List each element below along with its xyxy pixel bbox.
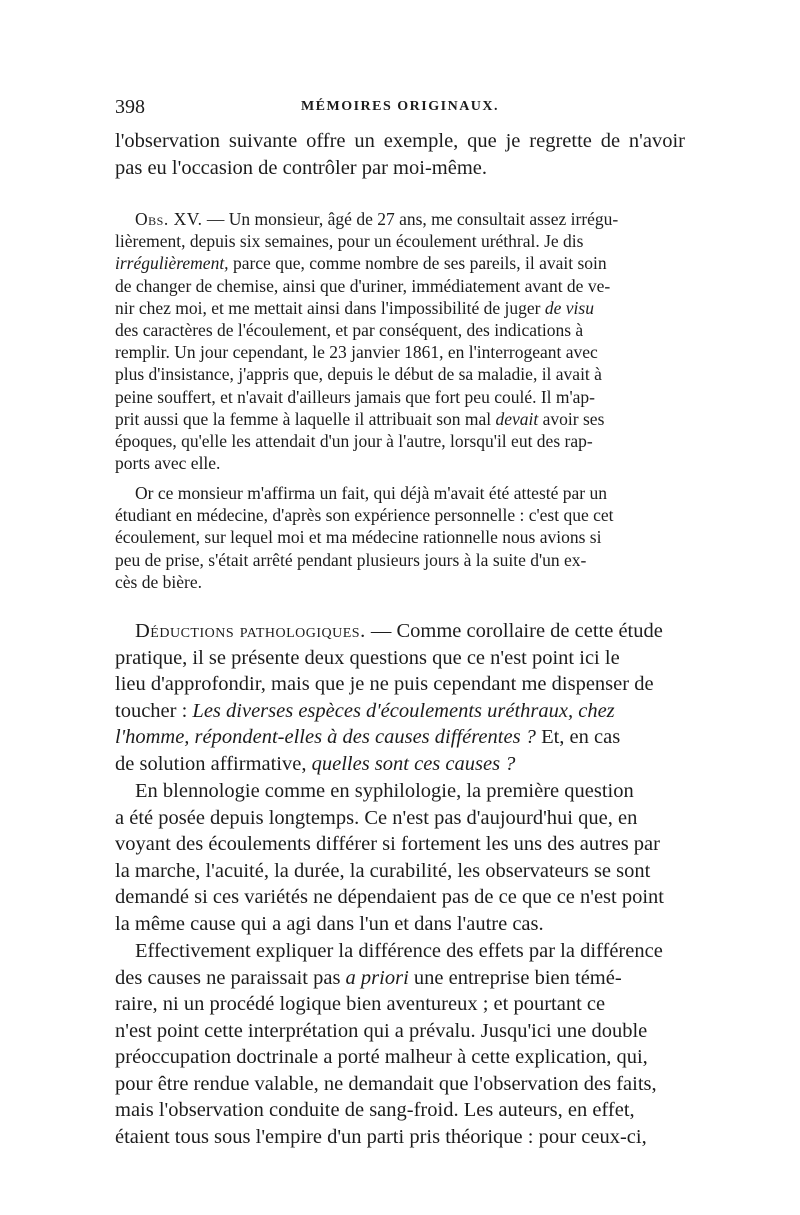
text-line: a été posée depuis longtemps. Ce n'est pas d'aujourd'hui que, en	[115, 806, 638, 829]
text-line: n'est point cette interprétation qui a prévalu. Jusqu'ici une double	[115, 1019, 648, 1042]
text-line: lièrement, depuis six semaines, pour un écoulement uréthral. Je dis	[115, 231, 584, 252]
text-line: En blennologie comme en syphilologie, la première question	[135, 780, 634, 802]
text-line: toucher : Les diverses espèces d'écoulements uréthraux, chez	[115, 699, 615, 722]
text-line: peine souffert, et n'avait d'ailleurs jamais que fort peu coulé. Il m'ap-	[115, 386, 596, 407]
text-line: demandé si ces variétés ne dépendaient pas de ce que ce n'est point	[115, 886, 664, 908]
text-line: raire, ni un procédé logique bien aventureux ; et pourtant ce	[115, 993, 606, 1015]
page-header	[115, 96, 685, 122]
text-line: mais l'observation conduite de sang-froid. Les auteurs, en effet,	[115, 1099, 635, 1121]
section-heading: Déductions pathologiques.	[135, 620, 366, 642]
text-line: nir chez moi, et me mettait ainsi dans l'impossibilité de juger de visu	[115, 297, 594, 318]
text-line: Déductions pathologiques. — Comme corollaire de cette étude	[135, 620, 663, 642]
observation-xv	[115, 208, 685, 474]
text-line: remplir. Un jour cependant, le 23 janvier 1861, en l'interrogeant avec	[115, 342, 598, 363]
text-line: pour être rendue valable, ne demandait que l'observation des faits,	[115, 1072, 657, 1095]
observation-xv-continued	[115, 482, 685, 593]
text-line: étudiant en médecine, d'après son expérience personnelle : c'est que cet	[115, 505, 614, 526]
text-line: de changer de chemise, ainsi que d'uriner, immédiatement avant de ve-	[115, 275, 611, 296]
text-line: pratique, il se présente deux questions que ce n'est point ici le	[115, 646, 620, 669]
text-line: des causes ne paraissait pas a priori une entreprise bien témé-	[115, 966, 622, 989]
deductions-paragraph	[115, 618, 685, 777]
text-line: ports avec elle.	[115, 453, 221, 474]
text-line: la marche, l'acuité, la durée, la curabilité, les observateurs se sont	[115, 859, 651, 882]
text-line: écoulement, sur lequel moi et ma médecine rationnelle nous avions si	[115, 527, 602, 548]
text-line: irrégulièrement, parce que, comme nombre de ses pareils, il avait soin	[115, 253, 607, 274]
paragraph-continuation	[115, 128, 685, 181]
effectivement-paragraph	[115, 938, 685, 1150]
text-line: pas eu l'occasion de contrôler par moi-même.	[115, 156, 487, 179]
running-head: MÉMOIRES ORIGINAUX.	[300, 99, 500, 114]
blennologie-paragraph	[115, 778, 685, 937]
text-line: Or ce monsieur m'affirma un fait, qui déjà m'avait été attesté par un	[135, 483, 607, 503]
text-line: de solution affirmative, quelles sont ces causes ?	[115, 752, 516, 775]
text-line: cès de bière.	[115, 571, 202, 592]
text-line: étaient tous sous l'empire d'un parti pris théorique : pour ceux-ci,	[115, 1125, 647, 1148]
text-line: Obs. XV. — Un monsieur, âgé de 27 ans, me consultait assez irrégu-	[135, 209, 619, 229]
page-number: 398	[115, 96, 145, 118]
text-line: lieu d'approfondir, mais que je ne puis cependant me dispenser de	[115, 673, 654, 695]
text-line: prit aussi que la femme à laquelle il attribuait son mal devait avoir ses	[115, 408, 605, 429]
text-line: plus d'insistance, j'appris que, depuis le début de sa maladie, il avait à	[115, 364, 602, 385]
text-line: Effectivement expliquer la différence des effets par la différence	[135, 940, 663, 962]
text-line: l'homme, répondent-elles à des causes différentes ? Et, en cas	[115, 726, 621, 748]
text-line: l'observation suivante offre un exemple, que je regrette de n'avoir	[115, 130, 685, 152]
text-line: époques, qu'elle les attendait d'un jour à l'autre, lorsqu'il eut des rap-	[115, 431, 593, 452]
observation-label: Obs. XV.	[135, 209, 203, 229]
text-line: préoccupation doctrinale a porté malheur à cette explication, qui,	[115, 1046, 648, 1068]
text-line: peu de prise, s'était arrêté pendant plusieurs jours à la suite d'un ex-	[115, 549, 587, 570]
text-line: des caractères de l'écoulement, et par conséquent, des indications à	[115, 320, 584, 341]
text-line: la même cause qui a agi dans l'un et dans l'autre cas.	[115, 912, 544, 935]
text-line: voyant des écoulements différer si fortement les uns des autres par	[115, 833, 660, 855]
